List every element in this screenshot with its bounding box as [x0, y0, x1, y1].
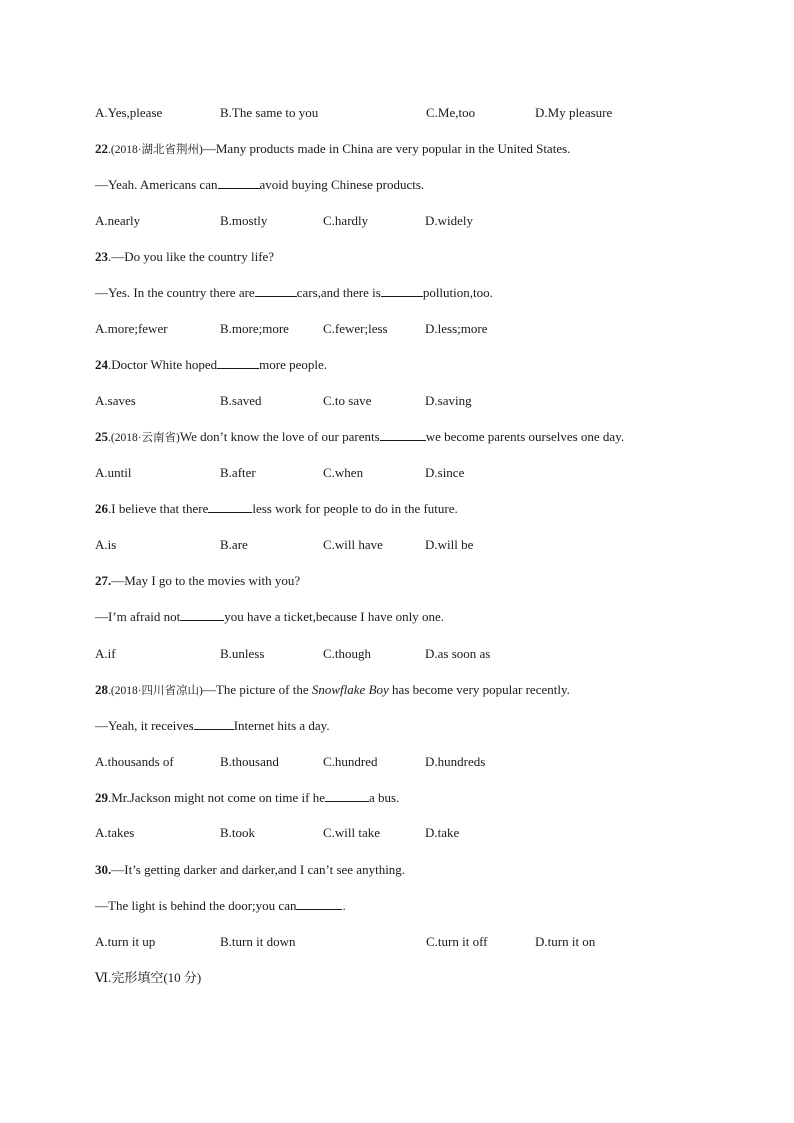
answer-blank — [255, 285, 297, 297]
q28-option-a: A.thousands of — [95, 754, 174, 769]
q26-number: 26 — [95, 501, 108, 516]
answer-blank — [296, 898, 342, 910]
q30-option-a: A.turn it up — [95, 934, 156, 949]
q25-option-b: B.after — [220, 465, 256, 480]
q22-line1: —Many products made in China are very popular in the United States. — [202, 141, 571, 156]
q22-stem — [95, 141, 570, 158]
q23-option-d: D.less;more — [425, 321, 488, 336]
q26-line1-b: less work for people to do in the future. — [252, 501, 458, 516]
q27-option-b: B.unless — [220, 646, 265, 661]
q24-stem — [95, 357, 327, 373]
q30-option-d: D.turn it on — [535, 934, 596, 949]
q21-option-a: A.Yes,please — [95, 105, 163, 120]
answer-blank — [208, 501, 252, 513]
q30-option-c: C.turn it off — [426, 934, 488, 949]
q27-number: 27. — [95, 573, 112, 588]
q22-source: .(2018·湖北省荆州) — [108, 144, 203, 156]
q23-reply-b: cars,and there is — [296, 285, 381, 300]
q28-line1-b: has become very popular recently. — [388, 682, 570, 697]
q25-option-d: D.since — [425, 465, 465, 480]
q28-number: 28 — [95, 682, 108, 697]
q23-option-a: A.more;fewer — [95, 321, 168, 336]
q30-reply-a: —The light is behind the door;you can — [95, 898, 297, 913]
q30-reply-b: . — [342, 898, 346, 913]
q27-option-a: A.if — [95, 646, 116, 661]
q24-option-d: D.saving — [425, 393, 472, 408]
q29-number: 29 — [95, 790, 108, 805]
answer-blank — [194, 718, 234, 730]
q24-option-a: A.saves — [95, 393, 136, 408]
q29-stem — [95, 790, 399, 806]
q26-option-d: D.will be — [425, 537, 474, 552]
q26-option-c: C.will have — [323, 537, 383, 552]
q28-option-c: C.hundred — [323, 754, 378, 769]
q22-option-a: A.nearly — [95, 213, 141, 228]
answer-blank — [380, 429, 426, 441]
q29-line1-a: .Mr.Jackson might not come on time if he — [108, 790, 325, 805]
q28-option-d: D.hundreds — [425, 754, 486, 769]
q28-source: .(2018·四川省凉山) — [108, 685, 203, 697]
q23-reply-a: —Yes. In the country there are — [95, 285, 255, 300]
q29-option-d: D.take — [425, 825, 460, 840]
q22-reply-a: —Yeah. Americans can — [95, 177, 218, 192]
q23-reply-c: pollution,too. — [422, 285, 493, 300]
q21-option-b: B.The same to you — [220, 105, 319, 120]
q30-stem — [95, 862, 405, 878]
q24-option-b: B.saved — [220, 393, 262, 408]
q27-line1: —May I go to the movies with you? — [111, 573, 301, 588]
q28-option-b: B.thousand — [220, 754, 279, 769]
q25-source: .(2018·云南省) — [108, 432, 180, 444]
q26-line1-a: .I believe that there — [108, 501, 209, 516]
q22-reply — [95, 177, 424, 193]
q28-reply — [95, 718, 330, 734]
q30-reply — [95, 898, 346, 914]
q30-line1: —It’s getting darker and darker,and I can’t see anything. — [111, 862, 406, 877]
q24-option-c: C.to save — [323, 393, 372, 408]
q24-line1-b: more people. — [259, 357, 328, 372]
q21-option-c: C.Me,too — [426, 105, 476, 120]
q29-line1-b: a bus. — [369, 790, 400, 805]
q23-reply — [95, 285, 493, 301]
q23-line1: .—Do you like the country life? — [108, 249, 275, 264]
section-heading: Ⅵ.完形填空(10 分) — [95, 970, 202, 985]
q27-stem — [95, 573, 300, 589]
q25-line1-b: we become parents ourselves one day. — [425, 429, 625, 444]
q30-number: 30. — [95, 862, 112, 877]
q22-reply-b: avoid buying Chinese products. — [259, 177, 425, 192]
q24-line1-a: .Doctor White hoped — [108, 357, 218, 372]
q22-number: 22 — [95, 141, 108, 156]
q25-option-c: C.when — [323, 465, 364, 480]
answer-blank — [381, 285, 423, 297]
q25-option-a: A.until — [95, 465, 132, 480]
q26-option-a: A.is — [95, 537, 117, 552]
q27-option-d: D.as soon as — [425, 646, 491, 661]
q27-option-c: C.though — [323, 646, 372, 661]
q23-number: 23 — [95, 249, 108, 264]
q30-option-b: B.turn it down — [220, 934, 296, 949]
q27-reply-b: you have a ticket,because I have only one. — [224, 609, 445, 624]
q29-option-b: B.took — [220, 825, 256, 840]
q28-reply-b: Internet hits a day. — [233, 718, 330, 733]
q26-option-b: B.are — [220, 537, 248, 552]
q25-number: 25 — [95, 429, 108, 444]
q23-option-c: C.fewer;less — [323, 321, 388, 336]
q27-reply-a: —I’m afraid not — [95, 609, 181, 624]
answer-blank — [218, 177, 260, 189]
q29-option-a: A.takes — [95, 825, 135, 840]
q28-line1-title: Snowflake Boy — [311, 682, 389, 697]
q21-option-d: D.My pleasure — [535, 105, 613, 120]
answer-blank — [217, 357, 259, 369]
q27-reply — [95, 609, 444, 625]
q26-stem — [95, 501, 458, 517]
answer-blank — [180, 609, 224, 621]
q22-option-d: D.widely — [425, 213, 474, 228]
q28-stem — [95, 682, 570, 699]
q22-option-c: C.hardly — [323, 213, 369, 228]
q28-line1-a: —The picture of the — [202, 682, 312, 697]
q25-line1-a: We don’t know the love of our parents — [179, 429, 380, 444]
q23-stem — [95, 249, 274, 265]
q28-reply-a: —Yeah, it receives — [95, 718, 194, 733]
q24-number: 24 — [95, 357, 108, 372]
q25-stem — [95, 429, 624, 446]
q23-option-b: B.more;more — [220, 321, 289, 336]
q29-option-c: C.will take — [323, 825, 381, 840]
answer-blank — [325, 790, 369, 802]
q22-option-b: B.mostly — [220, 213, 268, 228]
